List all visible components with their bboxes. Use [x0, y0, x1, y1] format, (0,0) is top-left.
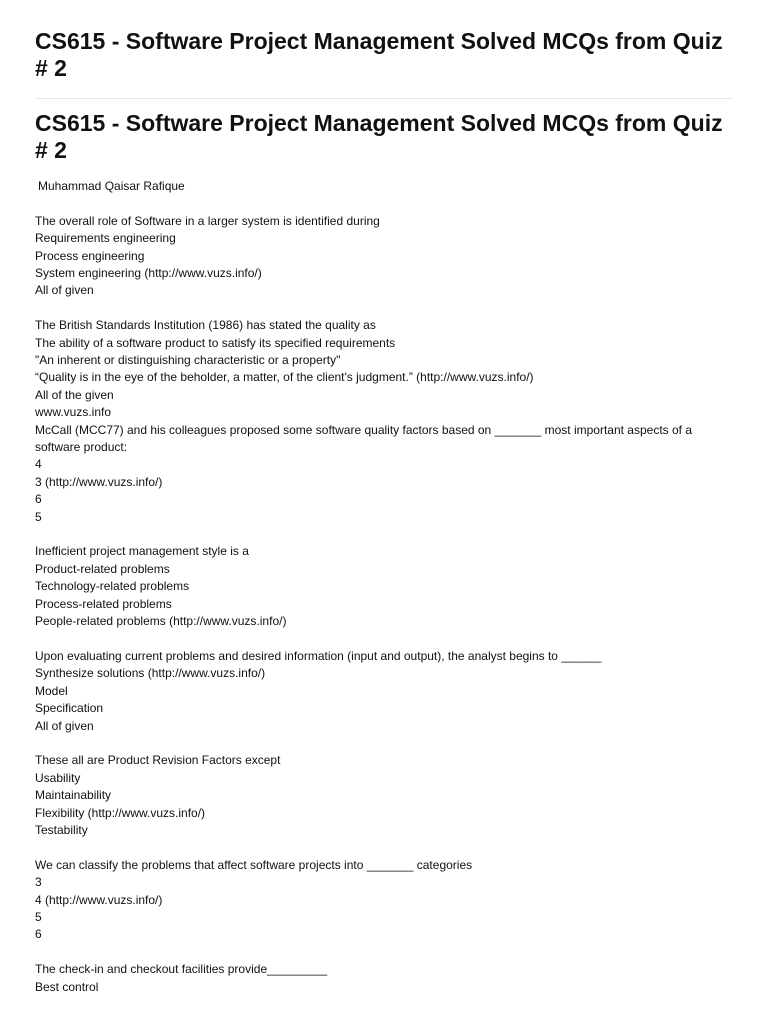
answer-line: Model	[35, 683, 68, 698]
mcq-content	[35, 213, 733, 996]
question-block	[35, 857, 733, 944]
page-title: CS615 - Software Project Management Solved MCQs from Quiz # 2	[35, 28, 723, 81]
answer-line: Synthesize solutions (http://www.vuzs.info/)	[35, 666, 266, 681]
answer-line: All of the given	[35, 387, 114, 402]
question-block	[35, 543, 733, 630]
answer-line: System engineering (http://www.vuzs.info/)	[35, 266, 262, 281]
question-block	[35, 317, 733, 526]
answer-line: 5	[35, 909, 42, 924]
author-name: Muhammad Qaisar Rafique	[38, 179, 185, 193]
question-text: The British Standards Institution (1986) has stated the quality as	[35, 318, 376, 333]
answer-line: 6	[35, 927, 42, 942]
answer-line: "An inherent or distinguishing characteristic or a property"	[35, 353, 341, 368]
answer-line: 3 (http://www.vuzs.info/)	[35, 474, 163, 489]
answer-line: Technology-related problems	[35, 579, 190, 594]
question-text: Inefficient project management style is a	[35, 544, 249, 559]
answer-line: Best control	[35, 979, 99, 994]
question-block	[35, 961, 733, 996]
divider	[35, 98, 733, 99]
answer-line: Testability	[35, 822, 88, 837]
answer-line: McCall (MCC77) and his colleagues proposed some software quality factors based on _______ most important aspects of a software product:	[35, 422, 693, 455]
answer-line: www.vuzs.info	[35, 405, 112, 420]
answer-line: Specification	[35, 701, 104, 716]
question-block	[35, 752, 733, 839]
question-text: We can classify the problems that affect software projects into _______ categories	[35, 857, 473, 872]
answer-line: 5	[35, 509, 42, 524]
answer-line: Process engineering	[35, 248, 145, 263]
answer-line: Process-related problems	[35, 596, 172, 611]
answer-line: People-related problems (http://www.vuzs.info/)	[35, 614, 287, 629]
question-text: The check-in and checkout facilities provide_________	[35, 962, 328, 977]
answer-line: Requirements engineering	[35, 231, 176, 246]
answer-line: Flexibility (http://www.vuzs.info/)	[35, 805, 206, 820]
answer-line: Product-related problems	[35, 561, 170, 576]
question-text: Upon evaluating current problems and desired information (input and output), the analyst begins to ______	[35, 648, 602, 663]
answer-line: “Quality is in the eye of the beholder, a matter, of the client's judgment.” (http://www.vuzs.info/)	[35, 370, 534, 385]
answer-line: 4 (http://www.vuzs.info/)	[35, 892, 163, 907]
question-text: These all are Product Revision Factors except	[35, 753, 281, 768]
article-title: CS615 - Software Project Management Solved MCQs from Quiz # 2	[35, 110, 723, 163]
answer-line: 3	[35, 875, 42, 890]
answer-line: All of given	[35, 718, 94, 733]
answer-line: The ability of a software product to satisfy its specified requirements	[35, 335, 396, 350]
answer-line: Usability	[35, 770, 81, 785]
answer-line: All of given	[35, 283, 94, 298]
question-text: The overall role of Software in a larger system is identified during	[35, 213, 380, 228]
question-block	[35, 648, 733, 735]
answer-line: Maintainability	[35, 788, 112, 803]
question-block	[35, 213, 733, 300]
answer-line: 6	[35, 492, 42, 507]
answer-line: 4	[35, 457, 42, 472]
